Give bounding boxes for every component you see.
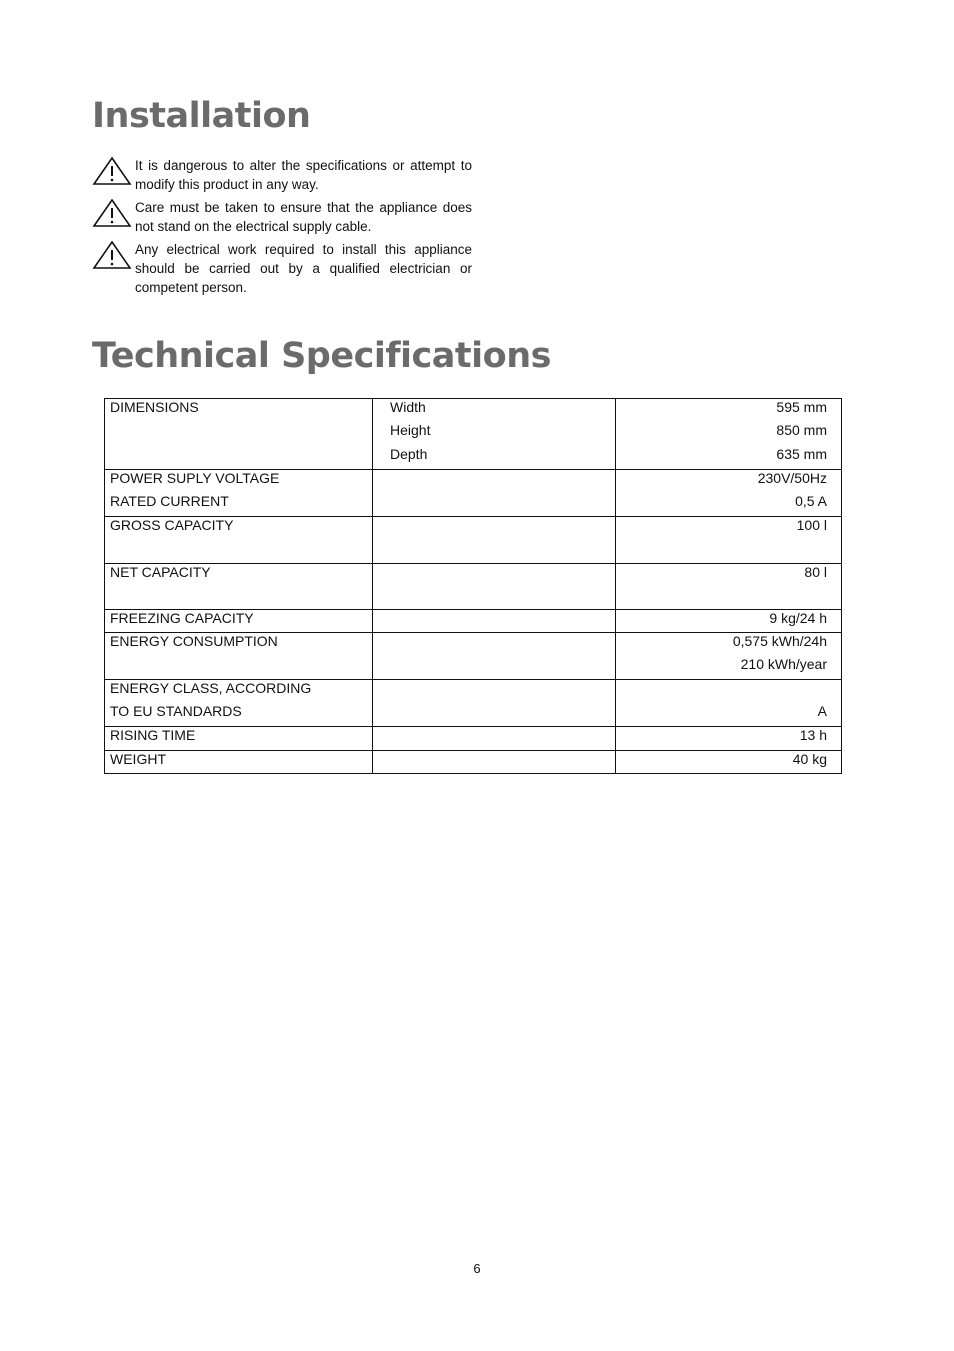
warning-triangle-icon <box>92 240 132 270</box>
spec-sub-label <box>373 563 616 609</box>
installation-heading: Installation <box>92 96 311 136</box>
spec-value: 40 kg <box>616 750 842 774</box>
spec-value: 850 mm <box>616 422 842 446</box>
warning-triangle-icon <box>92 198 132 228</box>
spec-label: RATED CURRENT <box>105 493 373 517</box>
warning-text: It is dangerous to alter the specifications or attempt to modify this product in any way. <box>135 158 472 192</box>
specifications-table <box>104 398 842 774</box>
spec-value <box>616 680 842 704</box>
table-row <box>105 656 842 680</box>
spec-value: 0,575 kWh/24h <box>616 633 842 657</box>
spec-value: 595 mm <box>616 399 842 423</box>
spec-value: 80 l <box>616 563 842 609</box>
table-row <box>105 422 842 446</box>
spec-value: 0,5 A <box>616 493 842 517</box>
table-row <box>105 750 842 774</box>
spec-label <box>105 656 373 680</box>
spec-label <box>105 422 373 446</box>
specifications-heading: Technical Specifications <box>92 336 551 376</box>
spec-value: 9 kg/24 h <box>616 609 842 633</box>
spec-sub-label <box>373 680 616 704</box>
table-row <box>105 446 842 470</box>
spec-sub-label: Height <box>373 422 616 446</box>
spec-label: TO EU STANDARDS <box>105 703 373 727</box>
spec-value: A <box>616 703 842 727</box>
spec-sub-label <box>373 633 616 657</box>
warning-text: Any electrical work required to install this appliance should be carried out by a qualified electrician or competent person. <box>135 242 472 295</box>
spec-value: 210 kWh/year <box>616 656 842 680</box>
spec-label: DIMENSIONS <box>105 399 373 423</box>
spec-sub-label <box>373 727 616 751</box>
spec-sub-label <box>373 750 616 774</box>
spec-value: 13 h <box>616 727 842 751</box>
table-row <box>105 727 842 751</box>
table-row <box>105 609 842 633</box>
warning-item <box>92 240 472 297</box>
spec-label: NET CAPACITY <box>105 563 373 609</box>
table-row <box>105 469 842 493</box>
table-row <box>105 399 842 423</box>
warning-item <box>92 156 472 194</box>
warning-triangle-icon <box>92 156 132 186</box>
warning-text: Care must be taken to ensure that the appliance does not stand on the electrical supply cable. <box>135 200 472 234</box>
table-row <box>105 493 842 517</box>
spec-sub-label: Depth <box>373 446 616 470</box>
spec-sub-label: Width <box>373 399 616 423</box>
table-row <box>105 516 842 563</box>
spec-label: FREEZING CAPACITY <box>105 609 373 633</box>
page-number: 6 <box>473 1261 481 1276</box>
spec-label: GROSS CAPACITY <box>105 516 373 563</box>
table-row <box>105 680 842 704</box>
spec-sub-label <box>373 609 616 633</box>
warning-list <box>92 156 472 301</box>
spec-sub-label <box>373 469 616 493</box>
spec-value: 100 l <box>616 516 842 563</box>
spec-value: 230V/50Hz <box>616 469 842 493</box>
table-row <box>105 563 842 609</box>
spec-sub-label <box>373 516 616 563</box>
spec-label: POWER SUPLY VOLTAGE <box>105 469 373 493</box>
spec-sub-label <box>373 656 616 680</box>
spec-label: RISING TIME <box>105 727 373 751</box>
spec-label: ENERGY CLASS, ACCORDING <box>105 680 373 704</box>
spec-label <box>105 446 373 470</box>
spec-label: WEIGHT <box>105 750 373 774</box>
table-row <box>105 633 842 657</box>
spec-sub-label <box>373 703 616 727</box>
warning-item <box>92 198 472 236</box>
spec-sub-label <box>373 493 616 517</box>
spec-value: 635 mm <box>616 446 842 470</box>
table-row <box>105 703 842 727</box>
spec-label: ENERGY CONSUMPTION <box>105 633 373 657</box>
